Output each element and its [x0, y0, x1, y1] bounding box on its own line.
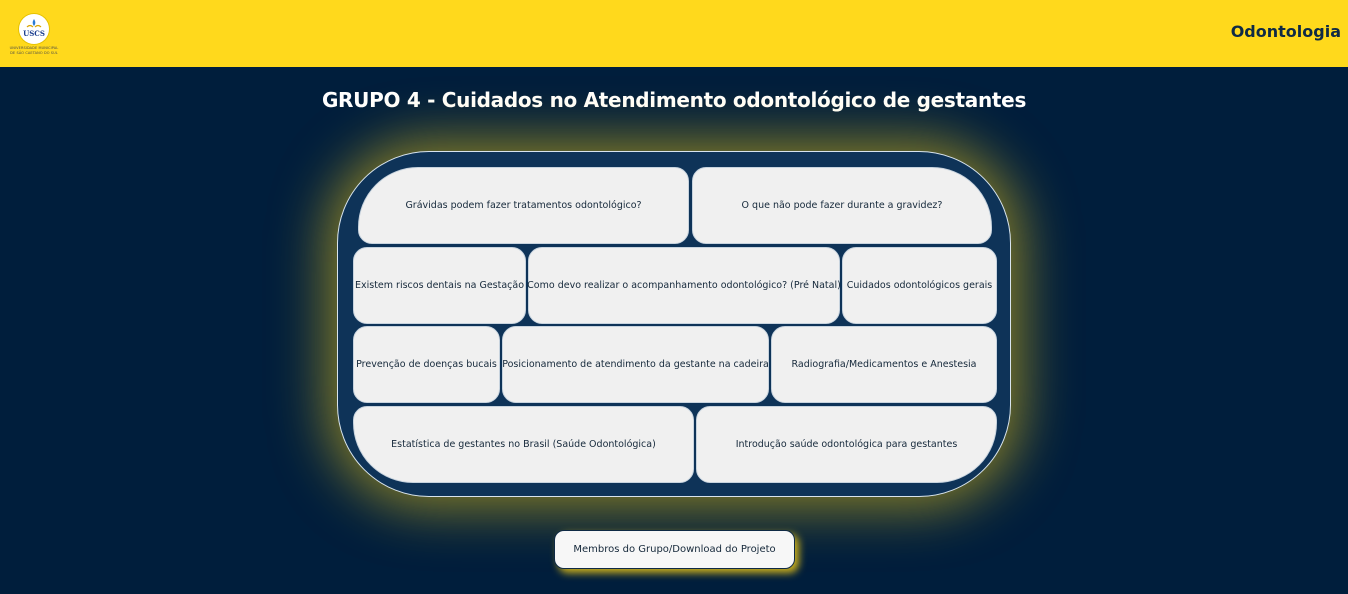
topic-card[interactable]: Cuidados odontológicos gerais — [842, 247, 997, 324]
logo-caption: UNIVERSIDADE MUNICIPAL DE SÃO CAETANO DO SUL — [9, 46, 59, 55]
topic-card[interactable]: Estatística de gestantes no Brasil (Saúde Odontológica) — [353, 406, 694, 483]
topic-card[interactable]: Como devo realizar o acompanhamento odontológico? (Pré Natal) — [528, 247, 840, 324]
topic-card[interactable]: Posicionamento de atendimento da gestante na cadeira — [502, 326, 769, 403]
university-logo-icon — [19, 14, 49, 44]
logo-text: USCS — [23, 29, 45, 38]
uscs-logo[interactable] — [8, 12, 60, 56]
topic-card[interactable]: O que não pode fazer durante a gravidez? — [692, 167, 992, 244]
topic-card[interactable]: Grávidas podem fazer tratamentos odontológico? — [358, 167, 689, 244]
page-title: GRUPO 4 - Cuidados no Atendimento odontológico de gestantes — [321, 88, 1027, 112]
header-title[interactable]: Odontologia — [1230, 22, 1341, 41]
topic-card[interactable]: Existem riscos dentais na Gestação — [353, 247, 526, 324]
topics-panel — [337, 151, 1011, 497]
topic-card[interactable]: Prevenção de doenças bucais — [353, 326, 500, 403]
members-download-button[interactable]: Membros do Grupo/Download do Projeto — [554, 530, 795, 569]
topic-card[interactable]: Radiografia/Medicamentos e Anestesia — [771, 326, 997, 403]
topic-card[interactable]: Introdução saúde odontológica para gestantes — [696, 406, 997, 483]
header — [0, 0, 1348, 67]
